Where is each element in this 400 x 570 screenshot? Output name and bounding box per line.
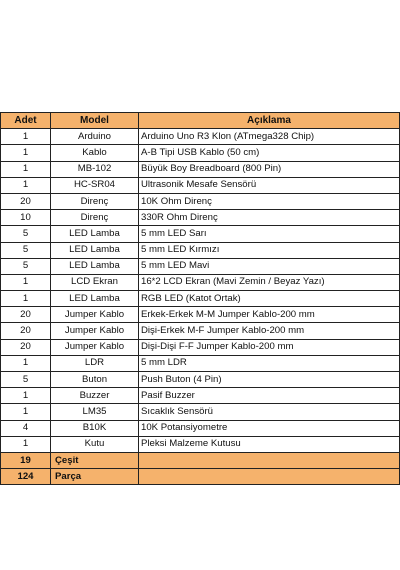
cell-aciklama: 16*2 LCD Ekran (Mavi Zemin / Beyaz Yazı) bbox=[139, 274, 400, 290]
cell-aciklama: Pasif Buzzer bbox=[139, 388, 400, 404]
table-row bbox=[1, 436, 400, 452]
table-row bbox=[1, 339, 400, 355]
cell-adet: 1 bbox=[1, 177, 51, 193]
table-row bbox=[1, 388, 400, 404]
cell-adet: 1 bbox=[1, 129, 51, 145]
table-row bbox=[1, 193, 400, 209]
cell-model: LM35 bbox=[51, 404, 139, 420]
table-row bbox=[1, 355, 400, 371]
cell-aciklama: A-B Tipi USB Kablo (50 cm) bbox=[139, 145, 400, 161]
header-adet: Adet bbox=[1, 113, 51, 129]
table-body bbox=[1, 129, 400, 453]
table-header-row bbox=[1, 113, 400, 129]
cell-adet: 5 bbox=[1, 242, 51, 258]
cell-aciklama: 10K Ohm Direnç bbox=[139, 193, 400, 209]
summary-empty-cell bbox=[139, 469, 400, 485]
cell-adet: 1 bbox=[1, 388, 51, 404]
table-row bbox=[1, 323, 400, 339]
cell-aciklama: Push Buton (4 Pin) bbox=[139, 372, 400, 388]
cell-adet: 1 bbox=[1, 161, 51, 177]
cell-adet: 1 bbox=[1, 291, 51, 307]
summary-label: Parça bbox=[51, 469, 139, 485]
cell-aciklama: RGB LED (Katot Ortak) bbox=[139, 291, 400, 307]
cell-aciklama: Arduino Uno R3 Klon (ATmega328 Chip) bbox=[139, 129, 400, 145]
table-row bbox=[1, 372, 400, 388]
summary-label: Çeşit bbox=[51, 452, 139, 468]
table-row bbox=[1, 177, 400, 193]
cell-model: LED Lamba bbox=[51, 291, 139, 307]
table-row bbox=[1, 307, 400, 323]
summary-empty-cell bbox=[139, 452, 400, 468]
table-row bbox=[1, 129, 400, 145]
table-row bbox=[1, 161, 400, 177]
summary-body bbox=[1, 452, 400, 484]
cell-adet: 20 bbox=[1, 307, 51, 323]
cell-model: LED Lamba bbox=[51, 226, 139, 242]
cell-aciklama: 5 mm LED Sarı bbox=[139, 226, 400, 242]
cell-adet: 20 bbox=[1, 323, 51, 339]
cell-adet: 5 bbox=[1, 226, 51, 242]
cell-aciklama: Büyük Boy Breadboard (800 Pin) bbox=[139, 161, 400, 177]
cell-aciklama: Sıcaklık Sensörü bbox=[139, 404, 400, 420]
cell-aciklama: Dişi-Dişi F-F Jumper Kablo-200 mm bbox=[139, 339, 400, 355]
cell-model: Direnç bbox=[51, 193, 139, 209]
cell-adet: 1 bbox=[1, 404, 51, 420]
cell-model: LDR bbox=[51, 355, 139, 371]
cell-adet: 20 bbox=[1, 193, 51, 209]
header-model: Model bbox=[51, 113, 139, 129]
table-row bbox=[1, 274, 400, 290]
cell-adet: 1 bbox=[1, 355, 51, 371]
summary-count: 19 bbox=[1, 452, 51, 468]
cell-model: MB-102 bbox=[51, 161, 139, 177]
header-aciklama: Açıklama bbox=[139, 113, 400, 129]
cell-model: Buzzer bbox=[51, 388, 139, 404]
cell-model: Jumper Kablo bbox=[51, 307, 139, 323]
cell-adet: 4 bbox=[1, 420, 51, 436]
cell-model: Direnç bbox=[51, 210, 139, 226]
table-row bbox=[1, 258, 400, 274]
table-row bbox=[1, 226, 400, 242]
cell-aciklama: 5 mm LDR bbox=[139, 355, 400, 371]
parts-list-sheet bbox=[0, 112, 400, 485]
cell-adet: 1 bbox=[1, 274, 51, 290]
table-row bbox=[1, 291, 400, 307]
cell-adet: 5 bbox=[1, 258, 51, 274]
cell-model: Jumper Kablo bbox=[51, 323, 139, 339]
cell-aciklama: 5 mm LED Mavi bbox=[139, 258, 400, 274]
cell-adet: 1 bbox=[1, 436, 51, 452]
summary-row bbox=[1, 469, 400, 485]
cell-model: Buton bbox=[51, 372, 139, 388]
cell-model: Kablo bbox=[51, 145, 139, 161]
cell-model: B10K bbox=[51, 420, 139, 436]
cell-aciklama: Erkek-Erkek M-M Jumper Kablo-200 mm bbox=[139, 307, 400, 323]
table-row bbox=[1, 145, 400, 161]
table-row bbox=[1, 420, 400, 436]
cell-model: LED Lamba bbox=[51, 258, 139, 274]
cell-adet: 1 bbox=[1, 145, 51, 161]
table-row bbox=[1, 242, 400, 258]
cell-aciklama: Pleksi Malzeme Kutusu bbox=[139, 436, 400, 452]
summary-count: 124 bbox=[1, 469, 51, 485]
cell-model: Jumper Kablo bbox=[51, 339, 139, 355]
cell-aciklama: 10K Potansiyometre bbox=[139, 420, 400, 436]
cell-adet: 20 bbox=[1, 339, 51, 355]
cell-model: LCD Ekran bbox=[51, 274, 139, 290]
parts-table bbox=[0, 112, 400, 485]
cell-model: Arduino bbox=[51, 129, 139, 145]
cell-adet: 10 bbox=[1, 210, 51, 226]
cell-aciklama: Dişi-Erkek M-F Jumper Kablo-200 mm bbox=[139, 323, 400, 339]
cell-aciklama: 330R Ohm Direnç bbox=[139, 210, 400, 226]
cell-model: HC-SR04 bbox=[51, 177, 139, 193]
cell-model: Kutu bbox=[51, 436, 139, 452]
summary-row bbox=[1, 452, 400, 468]
cell-adet: 5 bbox=[1, 372, 51, 388]
cell-model: LED Lamba bbox=[51, 242, 139, 258]
cell-aciklama: 5 mm LED Kırmızı bbox=[139, 242, 400, 258]
table-row bbox=[1, 404, 400, 420]
table-row bbox=[1, 210, 400, 226]
cell-aciklama: Ultrasonik Mesafe Sensörü bbox=[139, 177, 400, 193]
